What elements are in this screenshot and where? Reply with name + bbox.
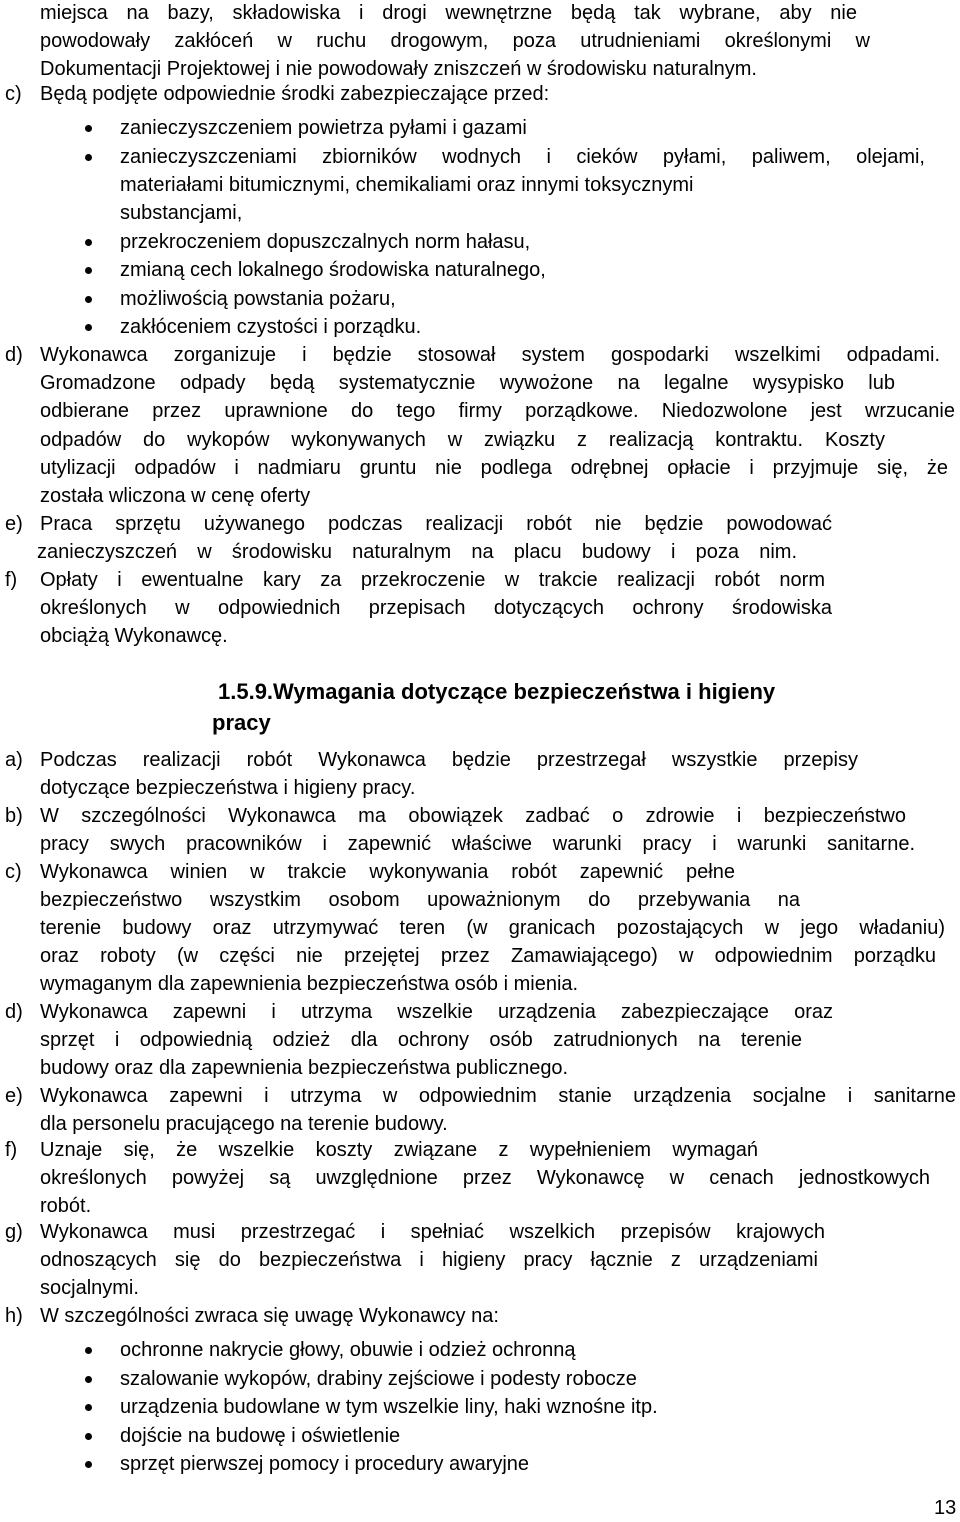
list-label: d) (5, 1001, 23, 1023)
list-item-text: budowy oraz dla zapewnienia bezpieczeństwa publicznego. (40, 1057, 569, 1079)
list-item-text: Wykonawca zorganizuje i będzie stosował system gospodarki wszelkimi odpadami. (40, 344, 940, 366)
list-item-text: wymaganym dla zapewnienia bezpieczeństwa osób i mienia. (40, 973, 579, 995)
list-label: h) (5, 1305, 23, 1327)
bullet-icon (85, 1461, 92, 1468)
bullet-icon (85, 296, 92, 303)
bullet-text: zmianą cech lokalnego środowiska naturalnego, (120, 259, 546, 281)
list-label: c) (5, 861, 22, 883)
list-item-text: Gromadzone odpady będą systematycznie wywożone na legalne wysypisko lub (40, 372, 895, 394)
bullet-icon (85, 1433, 92, 1440)
list-item-text: oraz roboty (w części nie przejętej przez Zamawiającego) w odpowiednim porządku (40, 945, 936, 967)
bullet-icon (85, 1347, 92, 1354)
intro-line: Dokumentacji Projektowej i nie powodowały zniszczeń w środowisku naturalnym. (40, 58, 757, 80)
list-item-text: Uznaje się, że wszelkie koszty związane z wypełnieniem wymagań (40, 1139, 758, 1161)
list-item-text: Wykonawca musi przestrzegać i spełniać wszelkich przepisów krajowych (40, 1221, 825, 1243)
bullet-text: dojście na budowę i oświetlenie (120, 1425, 401, 1447)
bullet-icon (85, 239, 92, 246)
list-item-text: obciążą Wykonawcę. (40, 625, 228, 647)
bullet-text: możliwością powstania pożaru, (120, 288, 396, 310)
bullet-text: przekroczeniem dopuszczalnych norm hałasu, (120, 231, 531, 253)
list-item-text: Podczas realizacji robót Wykonawca będzie przestrzegał wszystkie przepisy (40, 749, 858, 771)
intro-line: miejsca na bazy, składowiska i drogi wewnętrzne będą tak wybrane, aby nie (40, 2, 857, 24)
list-item-text: Wykonawca zapewni i utrzyma w odpowiednim stanie urządzenia socjalne i sanitarne (40, 1085, 956, 1107)
list-item-text: robót. (40, 1195, 92, 1217)
section-number: 1.5.9. (218, 679, 274, 704)
list-item-text: została wliczona w cenę oferty (40, 485, 311, 507)
page-number: 13 (934, 1497, 957, 1519)
bullet-text: substancjami, (120, 202, 243, 224)
list-item-text: sprzęt i odpowiednią odzież dla ochrony osób zatrudnionych na terenie (40, 1029, 802, 1051)
list-item-text: odpadów do wykopów wykonywanych w związku z realizacją kontraktu. Koszty (40, 429, 885, 451)
list-label: c) (5, 83, 22, 105)
intro-line: powodowały zakłóceń w ruchu drogowym, poza utrudnieniami określonymi w (40, 30, 870, 52)
list-item-text: utylizacji odpadów i nadmiaru gruntu nie podlega odrębnej opłacie i przyjmuje się, że (40, 457, 948, 479)
bullet-text: sprzęt pierwszej pomocy i procedury awaryjne (120, 1453, 530, 1475)
list-item-text: Wykonawca zapewni i utrzyma wszelkie urządzenia zabezpieczające oraz (40, 1001, 833, 1023)
list-item-text: Praca sprzętu używanego podczas realizacji robót nie będzie powodować (40, 513, 832, 535)
bullet-text: zanieczyszczeniami zbiorników wodnych i cieków pyłami, paliwem, olejami, (120, 146, 925, 168)
bullet-text: urządzenia budowlane w tym wszelkie liny, haki wznośne itp. (120, 1396, 658, 1418)
list-item-text: określonych w odpowiednich przepisach dotyczących ochrony środowiska (40, 597, 832, 619)
section-title: Wymagania dotyczące bezpieczeństwa i higieny (273, 679, 776, 704)
list-item-text: W szczególności zwraca się uwagę Wykonawcy na: (40, 1305, 499, 1327)
bullet-icon (85, 267, 92, 274)
list-item-text: odbierane przez uprawnione do tego firmy porządkowe. Niedozwolone jest wrzucanie (40, 400, 955, 422)
list-item-text: Wykonawca winien w trakcie wykonywania robót zapewnić pełne (40, 861, 735, 883)
section-heading (218, 677, 775, 707)
list-label: e) (5, 1085, 23, 1107)
list-item-text: zanieczyszczeń w środowisku naturalnym na placu budowy i poza nim. (37, 541, 797, 563)
list-item-text: W szczególności Wykonawca ma obowiązek zadbać o zdrowie i bezpieczeństwo (40, 805, 906, 827)
list-label: g) (5, 1221, 23, 1243)
list-item-text: Będą podjęte odpowiednie środki zabezpieczające przed: (40, 83, 550, 105)
list-item-text: określonych powyżej są uwzględnione przez Wykonawcę w cenach jednostkowych (40, 1167, 930, 1189)
bullet-text: zanieczyszczeniem powietrza pyłami i gazami (120, 117, 527, 139)
bullet-icon (85, 125, 92, 132)
bullet-icon (85, 324, 92, 331)
list-item-text: dotyczące bezpieczeństwa i higieny pracy. (40, 777, 416, 799)
list-item-text: Opłaty i ewentualne kary za przekroczenie w trakcie realizacji robót norm (40, 569, 825, 591)
bullet-text: ochronne nakrycie głowy, obuwie i odzież ochronną (120, 1339, 576, 1361)
bullet-text: szalowanie wykopów, drabiny zejściowe i podesty robocze (120, 1368, 637, 1390)
list-item-text: terenie budowy oraz utrzymywać teren (w granicach pozostających w jego władaniu) (40, 917, 945, 939)
list-item-text: dla personelu pracującego na terenie budowy. (40, 1113, 448, 1135)
list-label: b) (5, 805, 23, 827)
list-item-text: socjalnymi. (40, 1277, 139, 1299)
bullet-text: zakłóceniem czystości i porządku. (120, 316, 422, 338)
bullet-text: materiałami bitumicznymi, chemikaliami oraz innymi toksycznymi (120, 174, 694, 196)
list-label: a) (5, 749, 23, 771)
bullet-icon (85, 1404, 92, 1411)
list-item-text: bezpieczeństwo wszystkim osobom upoważnionym do przebywania na (40, 889, 800, 911)
list-label: f) (5, 569, 18, 591)
list-label: f) (5, 1139, 18, 1161)
list-item-text: odnoszących się do bezpieczeństwa i higieny pracy łącznie z urządzeniami (40, 1249, 818, 1271)
list-label: e) (5, 513, 23, 535)
bullet-icon (85, 154, 92, 161)
section-heading-continued: pracy (212, 710, 271, 735)
bullet-icon (85, 1376, 92, 1383)
list-label: d) (5, 344, 23, 366)
list-item-text: pracy swych pracowników i zapewnić właściwe warunki pracy i warunki sanitarne. (40, 833, 915, 855)
